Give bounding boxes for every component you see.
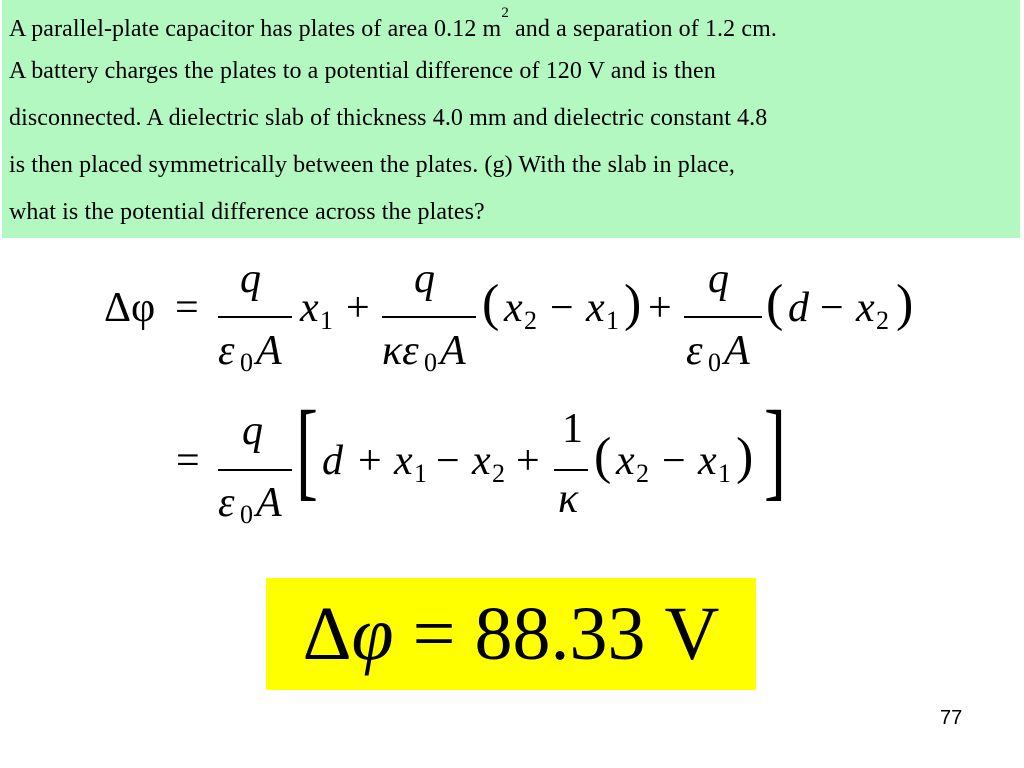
eq2-inner-denominator: κ [558, 476, 579, 522]
eq2-frac-numerator: q [242, 408, 263, 454]
area-exponent: 2 [501, 5, 509, 21]
eq1-paren3-d: d [788, 285, 809, 331]
eq2-frac-bar [218, 469, 292, 471]
eq2-x1: x [394, 438, 413, 484]
eq1-paren2-x1-sub: 1 [606, 306, 619, 335]
eq2-plus2: + [516, 438, 540, 484]
eq1-frac3-den-A: A [724, 328, 750, 374]
answer-delta: Δ [302, 592, 352, 676]
eq2-plus1: + [358, 438, 382, 484]
eq1-frac2-numerator: q [414, 256, 435, 302]
eq1-frac2-den-A: A [440, 328, 466, 374]
eq2-minus1: − [436, 438, 460, 484]
eq1-paren2-close: ) [624, 275, 642, 332]
eq1-term1-x: x [300, 285, 319, 331]
eq2-bracket-open: [ [296, 388, 318, 510]
eq1-equals: = [175, 285, 199, 331]
eq2-equals: = [176, 438, 200, 484]
eq1-frac1-den-A: A [256, 328, 282, 374]
eq2-inner-numerator: 1 [562, 406, 583, 452]
eq1-term1-sub: 1 [320, 306, 333, 335]
page-number: 77 [940, 707, 963, 729]
eq2-paren-open: ( [594, 428, 612, 485]
eq1-paren2-x2-sub: 2 [524, 306, 537, 335]
eq2-paren-minus: − [662, 438, 686, 484]
eq2-inner-frac-bar [554, 469, 588, 471]
eq1-paren3-close: ) [896, 275, 914, 332]
eq2-d: d [322, 438, 343, 484]
answer-text [266, 578, 756, 690]
eq1-paren2-x1: x [586, 285, 605, 331]
eq1-plus1: + [346, 285, 370, 331]
problem-line-2: A battery charges the plates to a potential difference of 120 V and is then [9, 58, 716, 84]
eq2-frac-den-A: A [256, 480, 282, 526]
eq1-frac1-den-sub: 0 [240, 348, 253, 377]
eq2-px1-sub: 1 [718, 459, 731, 488]
eq1-frac1-den-eps: ε [218, 328, 235, 374]
eq1-lhs: Δφ [104, 285, 156, 331]
eq1-paren2-x2: x [504, 285, 523, 331]
problem-line-1-text: A parallel-plate capacitor has plates of area 0.12 m [9, 16, 502, 42]
problem-line-5: what is the potential difference across the plates? [9, 199, 485, 225]
eq2-x2: x [472, 438, 491, 484]
eq1-frac1-numerator: q [240, 256, 261, 302]
eq1-frac3-den-eps: ε [686, 328, 703, 374]
answer-phi: φ [351, 592, 394, 676]
eq1-frac3-numerator: q [708, 256, 729, 302]
eq1-paren3-minus: − [820, 285, 844, 331]
eq1-frac3-den-sub: 0 [708, 348, 721, 377]
answer-value: = 88.33 V [393, 592, 720, 676]
eq1-paren2-open: ( [482, 275, 500, 332]
eq2-px1: x [698, 438, 717, 484]
eq1-paren3-x2-sub: 2 [876, 306, 889, 335]
eq2-paren-close: ) [736, 428, 754, 485]
eq2-bracket-close: ] [764, 388, 786, 510]
eq1-plus2: + [648, 285, 672, 331]
eq2-frac-den-eps: ε [218, 480, 235, 526]
eq1-paren3-x2: x [856, 285, 875, 331]
problem-line-4: is then placed symmetrically between the plates. (g) With the slab in place, [9, 152, 735, 178]
answer-box [266, 578, 756, 690]
problem-line-1-tail: and a separation of 1.2 cm. [508, 16, 777, 42]
eq2-px2: x [616, 438, 635, 484]
problem-line-3: disconnected. A dielectric slab of thickness 4.0 mm and dielectric constant 4.8 [9, 105, 768, 131]
eq2-frac-den-sub: 0 [240, 500, 253, 529]
eq1-frac2-den-sub: 0 [424, 348, 437, 377]
eq2-px2-sub: 2 [636, 459, 649, 488]
eq1-frac2-den-kappa-eps: κε [382, 328, 419, 374]
eq1-paren2-minus: − [550, 285, 574, 331]
eq2-x1-sub: 1 [414, 459, 427, 488]
eq2-x2-sub: 2 [492, 459, 505, 488]
eq1-paren3-open: ( [766, 275, 784, 332]
